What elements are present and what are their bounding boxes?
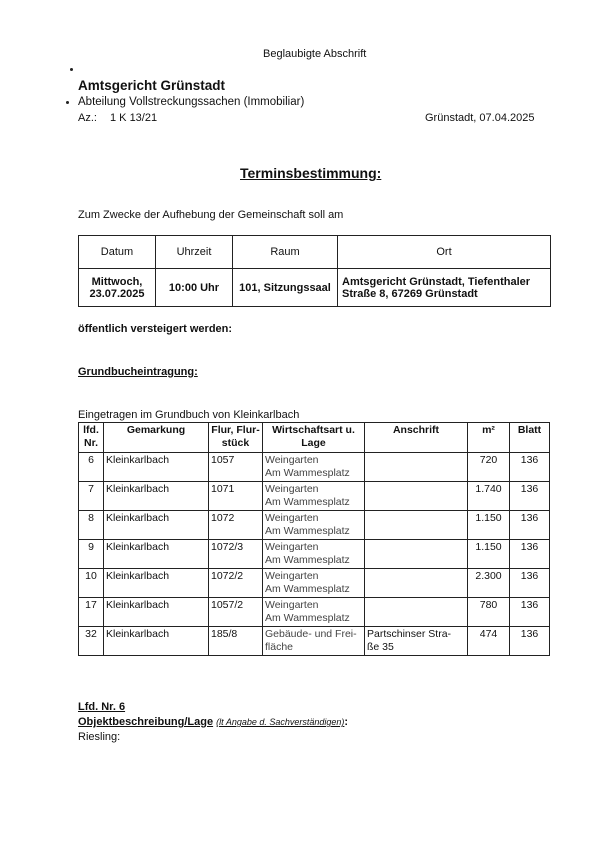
gb-header-wirt (263, 423, 365, 453)
termin-ort (338, 269, 551, 307)
cell-gemarkung: Kleinkarlbach (104, 598, 209, 627)
gb-header-row (79, 423, 550, 453)
cell-wirtschaftsart (263, 540, 365, 569)
outro-text: öffentlich versteigert werden: (78, 323, 233, 335)
cell-wirtschaftsart-line1: Gebäude- und Frei- (265, 628, 357, 640)
gb-header-lfd-1: lfd. (83, 424, 99, 436)
cell-wirtschaftsart-line2: fläche (265, 641, 294, 653)
cell-wirtschaftsart-line1: Weingarten (265, 483, 319, 495)
cell-blatt: 136 (510, 569, 550, 598)
cell-anschrift (365, 598, 468, 627)
gb-header-gemarkung: Gemarkung (104, 423, 209, 453)
cell-qm: 780 (468, 598, 510, 627)
cell-wirtschaftsart (263, 598, 365, 627)
table-row (79, 453, 550, 482)
cell-wirtschaftsart-line1: Weingarten (265, 541, 319, 553)
cell-nr: 9 (79, 540, 104, 569)
termin-data-row (79, 269, 551, 307)
header-uhrzeit: Uhrzeit (156, 236, 233, 269)
gb-header-lfd (79, 423, 104, 453)
gb-header-lfd-2: Nr. (83, 437, 98, 449)
cell-gemarkung: Kleinkarlbach (104, 511, 209, 540)
table-row (79, 482, 550, 511)
cell-wirtschaftsart (263, 482, 365, 511)
department: Abteilung Vollstreckungssachen (Immobiliar) (78, 96, 305, 108)
gb-header-wirt-2: Lage (301, 437, 326, 449)
table-row (79, 569, 550, 598)
cell-anschrift (365, 482, 468, 511)
cell-blatt: 136 (510, 540, 550, 569)
cell-gemarkung: Kleinkarlbach (104, 540, 209, 569)
cell-anschrift-line2: ße 35 (367, 641, 394, 653)
gb-body (79, 453, 550, 656)
termin-ort-line1: Amtsgericht Grünstadt, Tiefenthaler (342, 275, 531, 288)
termin-uhrzeit: 10:00 Uhr (156, 269, 233, 307)
table-row (79, 598, 550, 627)
cell-anschrift (365, 540, 468, 569)
section-land-register: Grundbucheintragung: (78, 366, 198, 378)
cell-gemarkung: Kleinkarlbach (104, 569, 209, 598)
lfd-nr-heading: Lfd. Nr. 6 (78, 701, 126, 713)
cell-wirtschaftsart (263, 453, 365, 482)
place-date: Grünstadt, 07.04.2025 (425, 112, 535, 124)
register-line: Eingetragen im Grundbuch von Kleinkarlbach (78, 409, 300, 421)
objekt-colon: : (344, 716, 349, 728)
cell-blatt: 136 (510, 453, 550, 482)
court-name: Amtsgericht Grünstadt (78, 78, 226, 93)
gb-header-anschrift: Anschrift (365, 423, 468, 453)
cell-gemarkung: Kleinkarlbach (104, 453, 209, 482)
objekt-heading (78, 716, 348, 728)
header-ort: Ort (338, 236, 551, 269)
cell-gemarkung: Kleinkarlbach (104, 482, 209, 511)
cell-nr: 8 (79, 511, 104, 540)
cell-blatt: 136 (510, 482, 550, 511)
az-value: 1 K 13/21 (110, 112, 158, 124)
header-raum: Raum (233, 236, 338, 269)
cell-flur: 1057 (209, 453, 263, 482)
cell-anschrift-line1: Partschinser Stra- (367, 628, 452, 640)
table-row (79, 540, 550, 569)
cell-wirtschaftsart-line2: Am Wammesplatz (265, 554, 350, 566)
cell-qm: 1.150 (468, 511, 510, 540)
intro-text: Zum Zwecke der Aufhebung der Gemeinschaft soll am (78, 209, 344, 221)
cell-blatt: 136 (510, 511, 550, 540)
cell-flur: 1072/3 (209, 540, 263, 569)
riesling-label: Riesling: (78, 731, 121, 743)
cell-nr: 7 (79, 482, 104, 511)
header-datum: Datum (79, 236, 156, 269)
cell-nr: 32 (79, 627, 104, 656)
cell-flur: 1071 (209, 482, 263, 511)
cell-nr: 6 (79, 453, 104, 482)
cell-anschrift (365, 569, 468, 598)
cell-blatt: 136 (510, 598, 550, 627)
cell-wirtschaftsart (263, 569, 365, 598)
cell-wirtschaftsart-line1: Weingarten (265, 512, 319, 524)
gb-header-flur (209, 423, 263, 453)
gb-header-flur-1: Flur, Flur- (211, 424, 260, 436)
cell-qm: 1.740 (468, 482, 510, 511)
gb-header-flur-2: stück (221, 437, 250, 449)
cell-flur: 185/8 (209, 627, 263, 656)
cell-qm: 720 (468, 453, 510, 482)
cell-wirtschaftsart-line1: Weingarten (265, 570, 319, 582)
termin-weekday: Mittwoch, (91, 275, 143, 288)
cell-anschrift (365, 453, 468, 482)
cell-wirtschaftsart-line2: Am Wammesplatz (265, 583, 350, 595)
land-register-table (78, 422, 550, 656)
cell-qm: 1.150 (468, 540, 510, 569)
termin-table (78, 235, 551, 307)
termin-datum (79, 269, 156, 307)
gb-header-qm: m² (468, 423, 510, 453)
gb-header-wirt-1: Wirtschaftsart u. (272, 424, 355, 436)
certified-copy-note: Beglaubigte Abschrift (263, 48, 367, 60)
cell-wirtschaftsart-line2: Am Wammesplatz (265, 525, 350, 537)
scan-dot (66, 101, 69, 104)
table-row (79, 511, 550, 540)
cell-anschrift (365, 511, 468, 540)
table-row (79, 627, 550, 656)
cell-flur: 1072 (209, 511, 263, 540)
scan-dot (70, 68, 73, 71)
cell-wirtschaftsart-line2: Am Wammesplatz (265, 612, 350, 624)
cell-qm: 474 (468, 627, 510, 656)
cell-wirtschaftsart-line2: Am Wammesplatz (265, 496, 350, 508)
cell-wirtschaftsart (263, 511, 365, 540)
cell-wirtschaftsart-line1: Weingarten (265, 454, 319, 466)
termin-ort-line2: Straße 8, 67269 Grünstadt (342, 287, 478, 300)
page-title: Terminsbestimmung: (240, 165, 382, 181)
objekt-note: (lt Angabe d. Sachverständigen) (216, 717, 345, 727)
cell-nr: 10 (79, 569, 104, 598)
gb-header-blatt: Blatt (510, 423, 550, 453)
termin-raum: 101, Sitzungssaal (233, 269, 338, 307)
cell-flur: 1057/2 (209, 598, 263, 627)
cell-blatt: 136 (510, 627, 550, 656)
cell-wirtschaftsart (263, 627, 365, 656)
az-label: Az.: (78, 112, 97, 124)
cell-nr: 17 (79, 598, 104, 627)
cell-wirtschaftsart-line2: Am Wammesplatz (265, 467, 350, 479)
termin-date: 23.07.2025 (89, 287, 145, 300)
termin-header-row (79, 236, 551, 269)
cell-anschrift (365, 627, 468, 656)
cell-gemarkung: Kleinkarlbach (104, 627, 209, 656)
cell-flur: 1072/2 (209, 569, 263, 598)
cell-wirtschaftsart-line1: Weingarten (265, 599, 319, 611)
cell-qm: 2.300 (468, 569, 510, 598)
objekt-label: Objektbeschreibung/Lage (78, 716, 214, 728)
